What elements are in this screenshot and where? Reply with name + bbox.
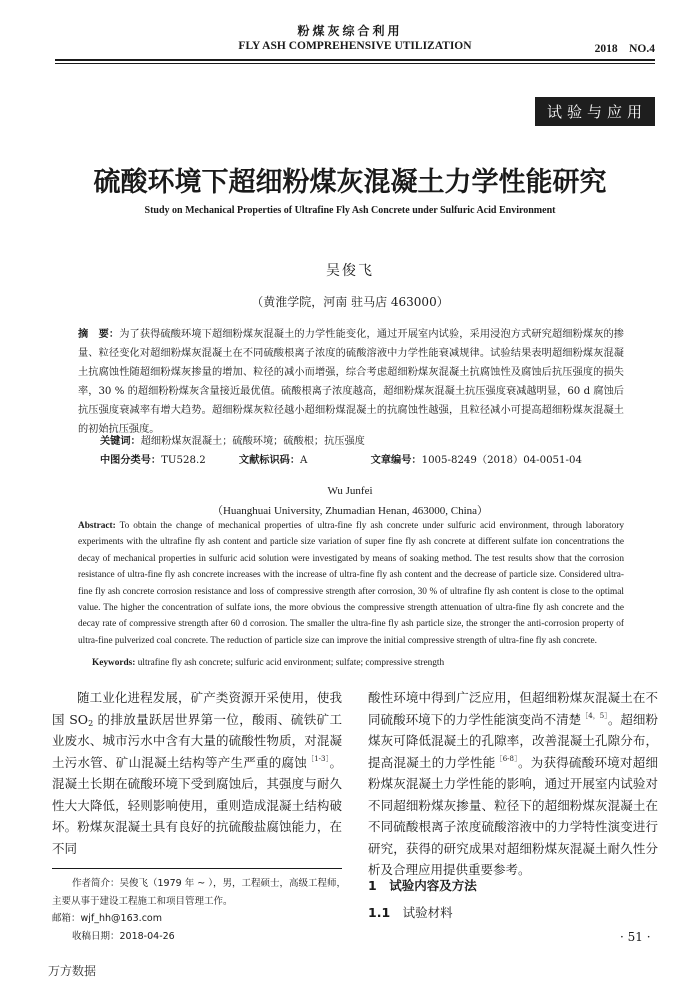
clc-value: TU528.2 xyxy=(161,455,206,466)
paper-title-cn: 硫酸环境下超细粉煤灰混凝土力学性能研究 xyxy=(93,167,607,198)
article-no-label: 文章编号： xyxy=(370,455,422,466)
abstract-en xyxy=(78,518,624,649)
footnote-email: 邮箱：wjf_hh@163.com xyxy=(52,913,162,924)
footnote-rule xyxy=(52,868,342,869)
body-column-right xyxy=(368,687,658,881)
author-cn: 吴俊飞 xyxy=(326,263,374,279)
keywords-cn-label: 关键词： xyxy=(100,436,141,447)
affiliation-cn: （黄淮学院，河南 驻马店 463000） xyxy=(251,295,449,309)
citation-6-8: ［6-8］ xyxy=(495,754,518,763)
footnote-author-intro: 作者简介：吴俊飞（1979 年 ~ ），男，工程硕士，高级工程师， xyxy=(72,878,346,889)
keywords-en-text: ultrafine fly ash concrete; sulfuric acid environment; sulfate; compressive strength xyxy=(135,658,445,668)
section-heading-1: 1 试验内容及方法 xyxy=(368,878,477,893)
header-rule-thick xyxy=(55,59,655,61)
header-rule-thin xyxy=(55,63,655,64)
keywords-en xyxy=(92,658,444,668)
keywords-cn-text: 超细粉煤灰混凝土；硫酸环境；硫酸根；抗压强度 xyxy=(140,436,365,447)
keywords-en-label: Keywords: xyxy=(92,658,136,668)
section-tag: 试验与应用 xyxy=(535,97,655,126)
footnote-research-area: 主要从事于建设工程施工和项目管理工作。 xyxy=(52,895,233,907)
footnote xyxy=(52,875,347,945)
heading-1-1-number: 1.1 xyxy=(368,905,391,920)
journal-name-en: FLY ASH COMPREHENSIVE UTILIZATION xyxy=(238,40,472,52)
abstract-en-text: To obtain the change of mechanical properties of ultra-fine fly ash concrete under sulfuric acid environment, through laboratory experiments with the ultrafine fly ash content and particle size variation of super fine fly ash concrete at different sulfate ion concentrations the decay of mechanical properties in sulfuric acid solution were investigated by means of soaking method. The test results show that the corrosion resistance of ultra-fine fly ash concrete increases with the increase of ultra-fine fly ash content and the decrease of particle size. Considered ultra-fine fly ash concrete corrosion resistance and loss of compressive strength after corrosion, 30 % of ultrafine fly ash content is close to the optimal value. The higher the concentration of sulfate ions, the more obvious the compressive strength attenuation of ultra-fine fly ash concrete and the decay rate of compressive strength after 60 d corrosion. The smaller the ultra-fine fly ash particle size, the stronger the anti-corrosion property of ultra-fine pulverized coal concrete. The reduction of particle size can improve the initial compressive strength of ultra-fine fly ash concrete. xyxy=(78,521,624,646)
classification-line xyxy=(100,451,600,466)
body-left-part-b: 的排放量跃居世界第一位，酸雨、硫铁矿工业废水、城市污水中含有大量的硫酸性物质，对混凝土污水管、矿山混凝土结构等产生严重的腐蚀 xyxy=(52,711,342,770)
section-heading-1-1 xyxy=(368,903,453,921)
body-column-left xyxy=(52,687,342,859)
keywords-cn xyxy=(100,432,365,447)
so2-subscript: 2 xyxy=(88,718,94,728)
citation-1-3: ［1-3］ xyxy=(306,754,330,763)
journal-issue: 2018 NO.4 xyxy=(594,43,655,55)
body-right-part-a: 酸性环境中得到广泛应用，但超细粉煤灰混凝土在不同硫酸环境下的力学性能演变尚不清楚 xyxy=(368,690,658,727)
watermark: 万方数据 xyxy=(48,964,97,978)
body-right-part-c: 。为获得硫酸环境对超细粉煤灰混凝土力学性能的影响，通过开展室内试验对不同超细粉煤灰掺量、粒径下的超细粉煤灰混凝土在不同硫酸根离子浓度硫酸溶液中的力学特性演变进行研究，获得的研究成果对超细粉煤灰混凝土耐久性分析及合理应用提供重要参考。 xyxy=(368,754,658,877)
body-left-part-a: 随工业化进程发展，矿产类资源开采使用，使我国 SO xyxy=(52,690,342,727)
clc-label: 中图分类号： xyxy=(100,455,162,466)
citation-4-5: ［4，5］ xyxy=(581,711,608,720)
abstract-en-label: Abstract: xyxy=(78,521,116,531)
journal-name-cn: 粉煤灰综合利用 xyxy=(297,24,403,38)
doc-code-value: A xyxy=(300,455,308,466)
abstract-cn xyxy=(78,325,624,439)
body-right-part-b: 。超细粉煤灰可降低混凝土的孔隙率，改善混凝土孔隙分布，提高混凝土的力学性能 xyxy=(368,711,658,770)
journal-header-row xyxy=(55,40,655,56)
article-no-value: 1005-8249（2018）04-0051-04 xyxy=(421,455,582,466)
page-number: · 51 · xyxy=(620,930,651,944)
heading-1-1-text: 试验材料 xyxy=(390,905,453,920)
footnote-received-date: 收稿日期：2018-04-26 xyxy=(72,930,175,942)
abstract-cn-text: 为了获得硫酸环境下超细粉煤灰混凝土的力学性能变化，通过开展室内试验，采用浸泡方式研究超细粉煤灰的掺量、粒径变化对超细粉煤灰混凝土在不同硫酸根离子浓度的硫酸溶液中力学性能衰减规律。试验结果表明超细粉煤灰混凝土抗腐蚀性随超细粉煤灰掺量的增加、粒径的减小而增强，综合考虑超细粉煤灰混凝土抗腐蚀性及腐蚀后抗压强度的损失率，30 % 的超细粉粉煤灰含量接近最优值。硫酸根离子浓度越高，超细粉煤灰混凝土抗压强度衰减越明显，60 d 腐蚀后抗压强度衰减率有增大趋势。超细粉煤灰粒径越小超细粉煤混凝土的抗腐蚀性越强，且粒径减小可提高超细粉煤灰混凝土的初始抗压强度。 xyxy=(78,329,624,435)
doc-code-label: 文献标识码： xyxy=(238,455,301,466)
abstract-cn-label: 摘 要： xyxy=(78,329,120,340)
body-left-part-c: 。混凝土长期在硫酸环境下受到腐蚀后，其强度与耐久性大大降低，轻则影响使用，重则造成混凝土结构破坏。粉煤灰混凝土具有良好的抗硫酸盐腐蚀能力，在不同 xyxy=(52,754,342,856)
author-en: Wu Junfei xyxy=(327,485,373,497)
paper-title-en: Study on Mechanical Properties of Ultrafine Fly Ash Concrete under Sulfuric Acid Environment xyxy=(144,205,556,216)
affiliation-en: （Huanghuai University, Zhumadian Henan, 463000, China） xyxy=(211,505,489,517)
